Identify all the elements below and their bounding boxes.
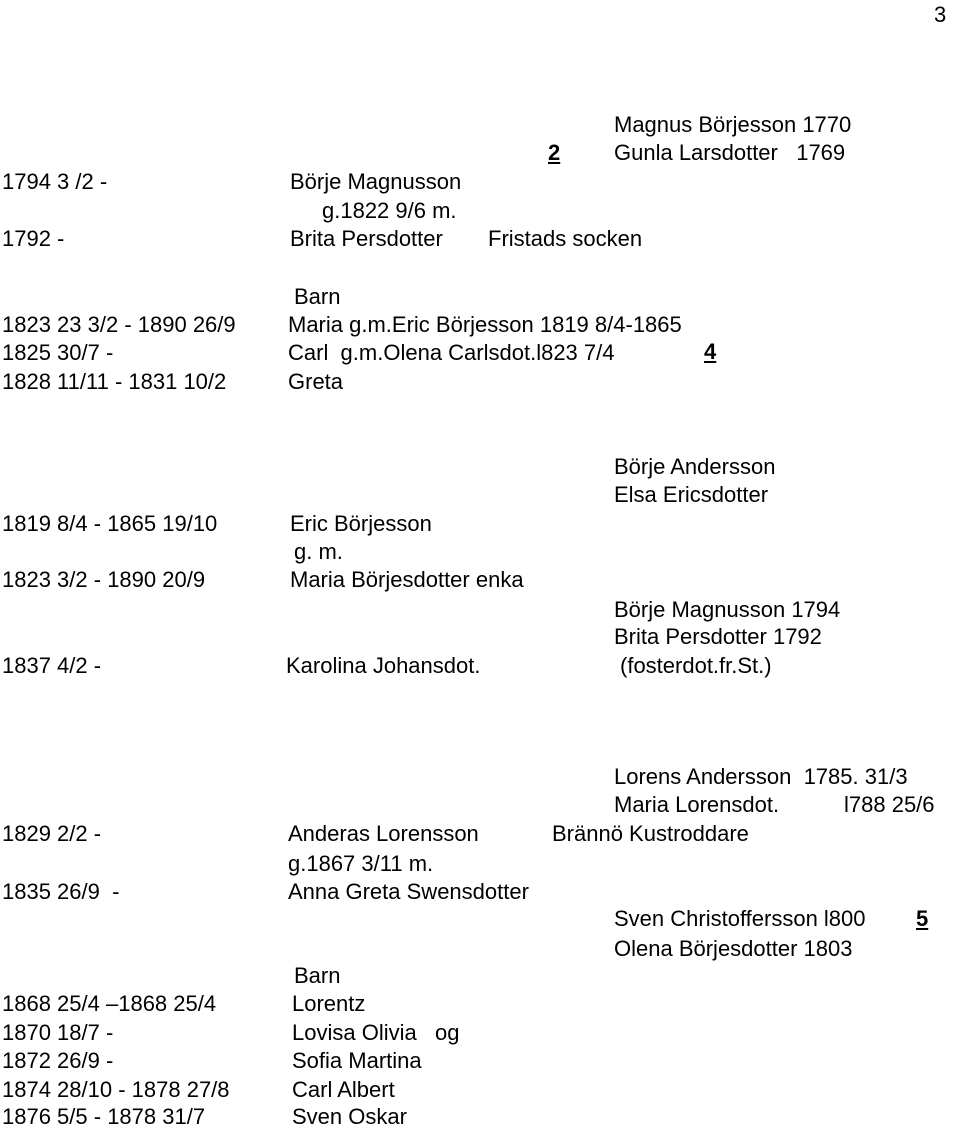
child-dates: 1828 11/11 - 1831 10/2: [2, 369, 227, 394]
children-heading: Barn: [294, 284, 341, 309]
husband-dates: 1794 3 /2 -: [2, 169, 108, 194]
child-name: Carl Albert: [292, 1077, 395, 1102]
reference-2: 2: [548, 140, 561, 165]
wife-dates: 1823 3/2 - 1890 20/9: [2, 567, 206, 592]
ancestor-2: Gunla Larsdotter 1769: [614, 140, 846, 165]
husband-mother: Elsa Ericsdotter: [614, 482, 769, 507]
husband-dates: 1819 8/4 - 1865 19/10: [2, 511, 218, 536]
husband-father: Lorens Andersson 1785. 31/3: [614, 764, 908, 789]
children-heading: Barn: [294, 963, 341, 988]
child-name: Maria g.m.Eric Börjesson 1819 8/4-1865: [288, 312, 682, 337]
foster-note: (fosterdot.fr.St.): [620, 653, 772, 678]
husband-name: Börje Magnusson: [290, 169, 462, 194]
child-name: Lorentz: [292, 991, 366, 1016]
reference-4: 4: [704, 339, 717, 364]
wife-name: Brita Persdotter: [290, 226, 443, 251]
husband-name: Anderas Lorensson: [288, 821, 479, 846]
wife-mother: Brita Persdotter 1792: [614, 624, 822, 649]
husband-mother: Maria Lorensdot.: [614, 792, 780, 817]
child-dates: 1868 25/4 –1868 25/4: [2, 991, 217, 1016]
marriage-info: g. m.: [294, 539, 343, 564]
page-number: 3: [934, 2, 947, 27]
foster-child-name: Karolina Johansdot.: [286, 653, 481, 678]
husband-mother-date: l788 25/6: [844, 792, 935, 817]
child-name: Greta: [288, 369, 344, 394]
child-dates: 1872 26/9 -: [2, 1048, 114, 1073]
wife-name: Anna Greta Swensdotter: [288, 879, 529, 904]
husband-name: Eric Börjesson: [290, 511, 432, 536]
child-dates: 1823 23 3/2 - 1890 26/9: [2, 312, 236, 337]
wife-mother: Olena Börjesdotter 1803: [614, 936, 853, 961]
child-dates: 1870 18/7 -: [2, 1020, 114, 1045]
child-name: Sofia Martina: [292, 1048, 422, 1073]
child-name: Carl g.m.Olena Carlsdot.l823 7/4: [288, 340, 615, 365]
wife-dates: 1835 26/9 -: [2, 879, 120, 904]
husband-dates: 1829 2/2 -: [2, 821, 102, 846]
ancestor-1: Magnus Börjesson 1770: [614, 112, 852, 137]
wife-dates: 1792 -: [2, 226, 65, 251]
reference-5: 5: [916, 906, 929, 931]
child-dates: 1876 5/5 - 1878 31/7: [2, 1104, 206, 1129]
wife-father: Börje Magnusson 1794: [614, 597, 841, 622]
foster-child-dates: 1837 4/2 -: [2, 653, 102, 678]
child-dates: 1825 30/7 -: [2, 340, 114, 365]
parish: Fristads socken: [488, 226, 643, 251]
husband-father: Börje Andersson: [614, 454, 776, 479]
occupation: Brännö Kustroddare: [552, 821, 749, 846]
wife-father: Sven Christoffersson l800: [614, 906, 866, 931]
marriage-info: g.1822 9/6 m.: [322, 198, 457, 223]
wife-name: Maria Börjesdotter enka: [290, 567, 524, 592]
marriage-info: g.1867 3/11 m.: [288, 851, 434, 876]
child-name: Lovisa Olivia og: [292, 1020, 460, 1045]
child-dates: 1874 28/10 - 1878 27/8: [2, 1077, 230, 1102]
child-name: Sven Oskar: [292, 1104, 407, 1129]
